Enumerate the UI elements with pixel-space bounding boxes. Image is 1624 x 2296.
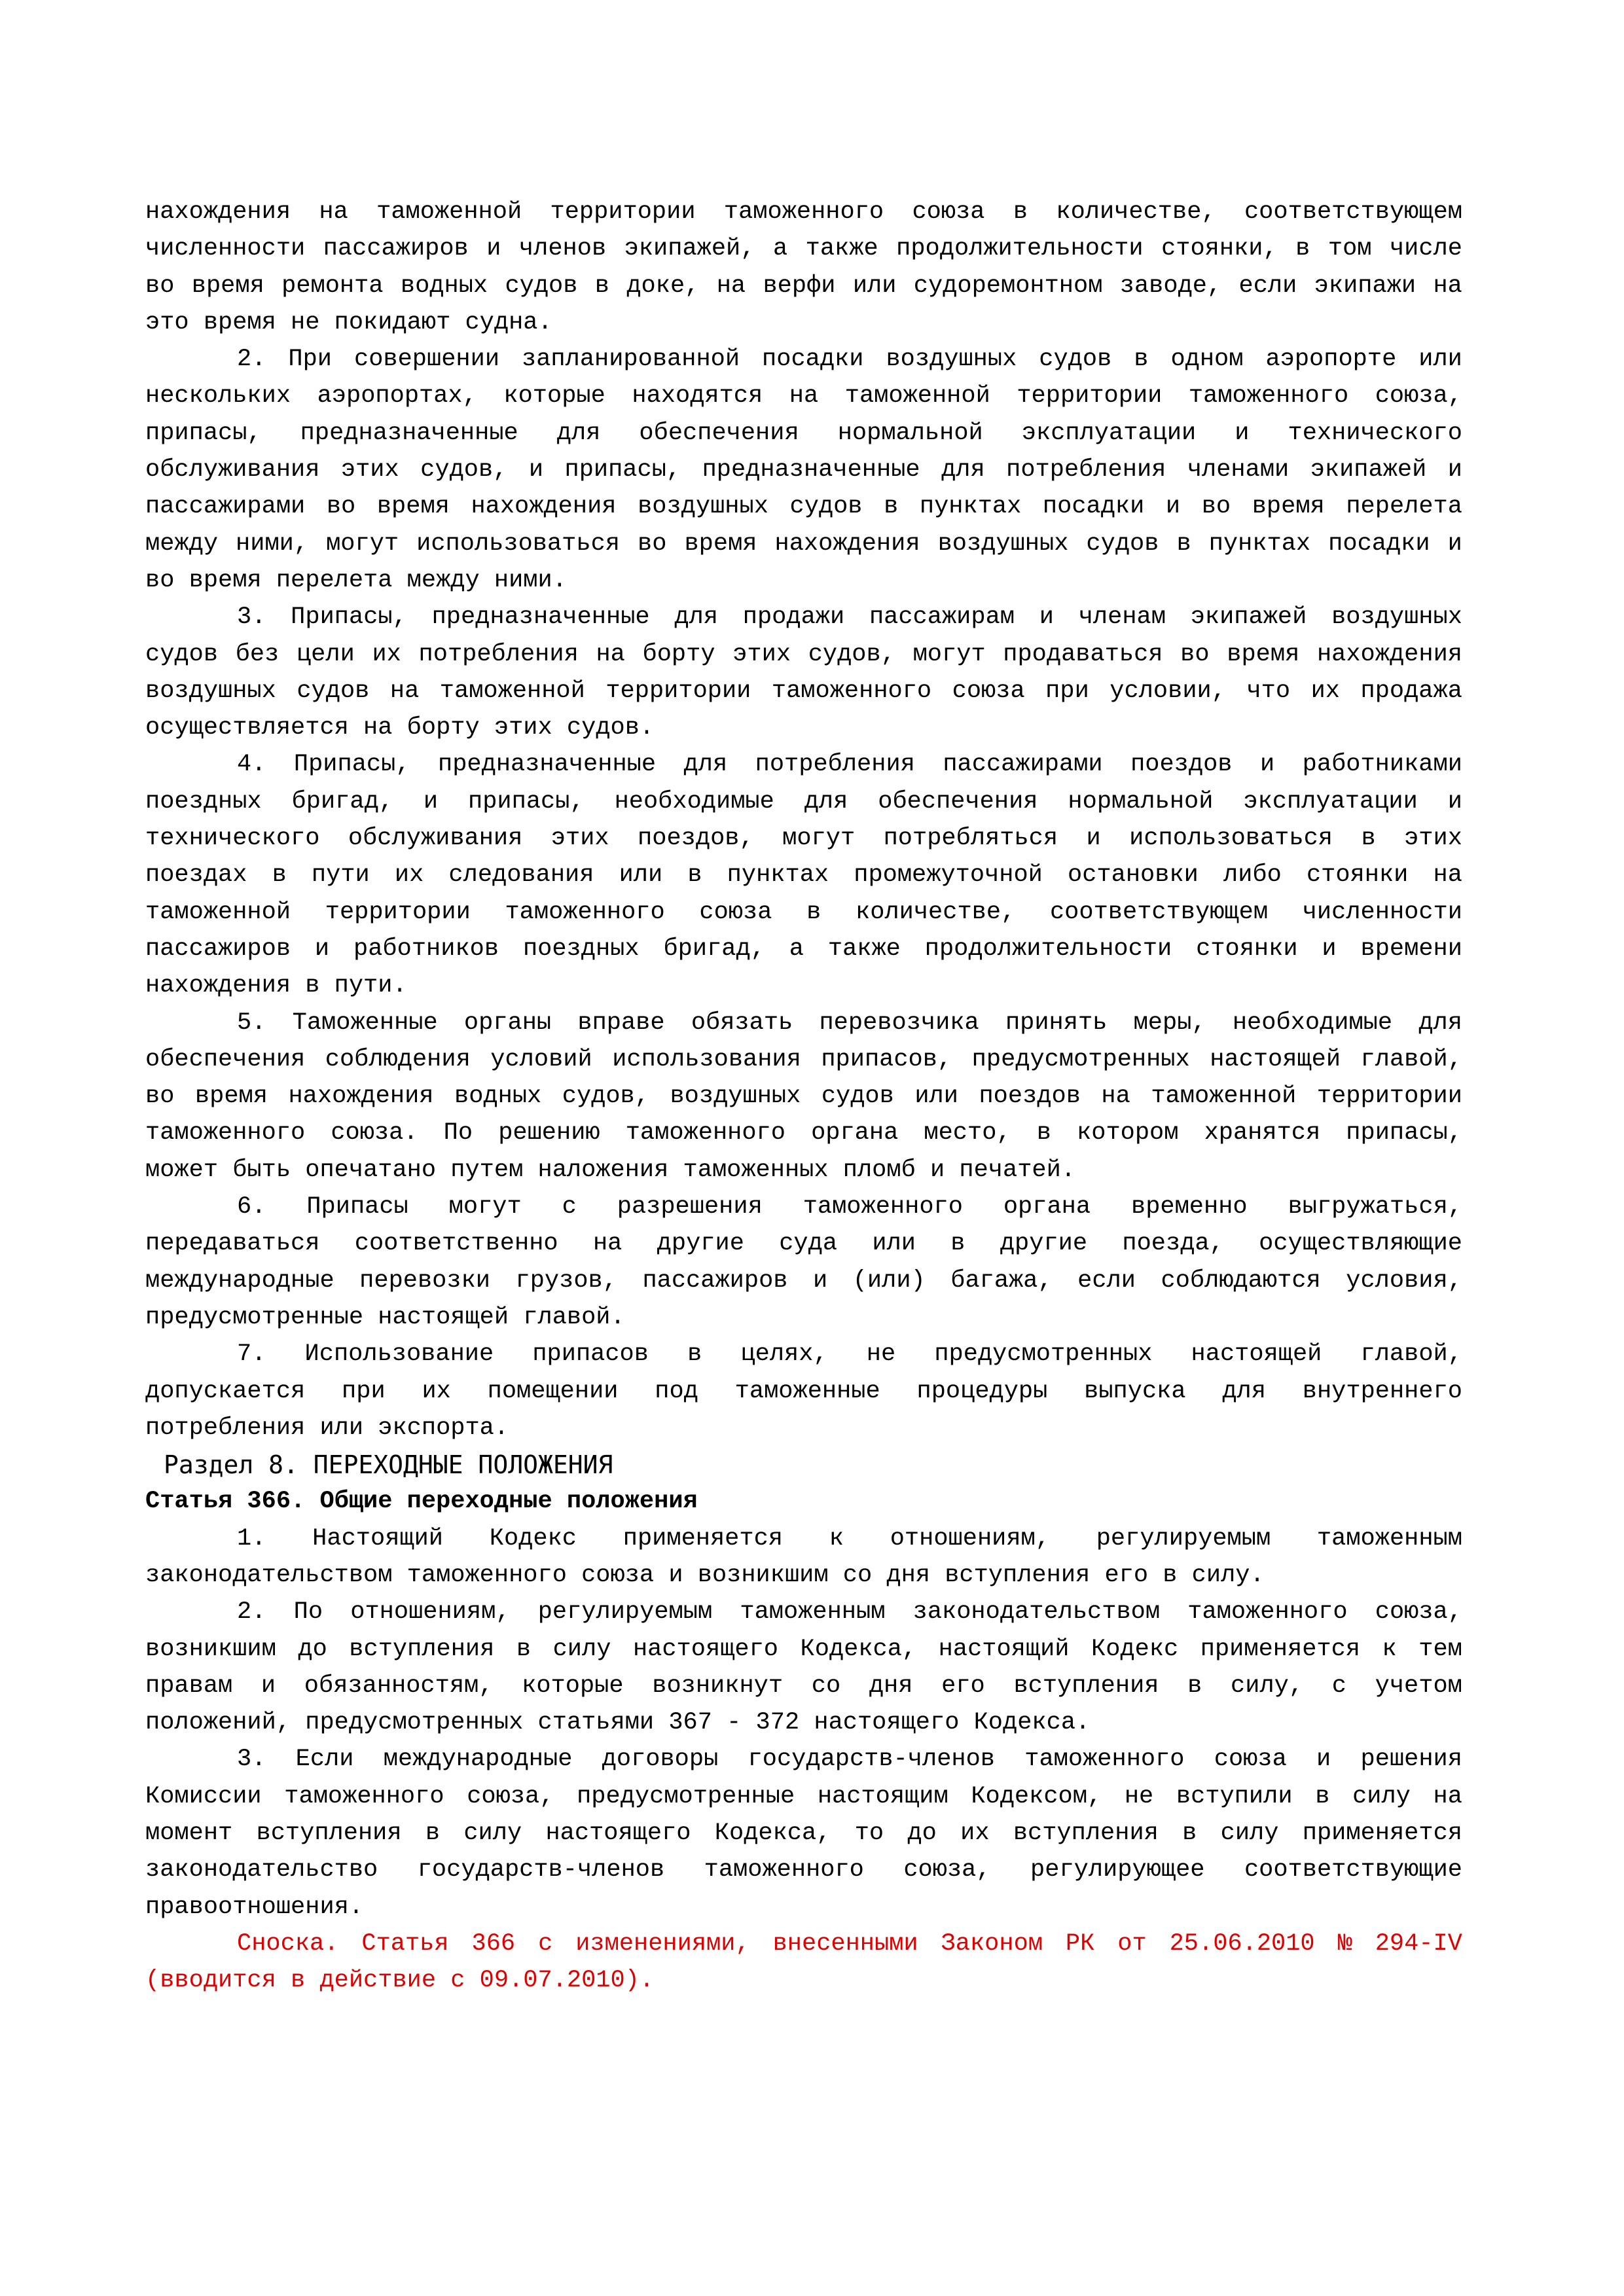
- footnote: [145, 1926, 1462, 2000]
- text-line: 2. По отношениям, регулируемым таможенным законодательством таможенного союза,: [237, 1598, 1462, 1626]
- text-line: таможенного союза. По решению таможенного органа место, в котором хранятся припасы,: [145, 1119, 1462, 1147]
- text-line: положений, предусмотренных статьями 367 - 372 настоящего Кодекса.: [145, 1709, 1091, 1737]
- text-line: Комиссии таможенного союза, предусмотренные настоящим Кодексом, не вступили в силу на: [145, 1782, 1462, 1810]
- text-line: передаваться соответственно на другие суда или в другие поезда, осуществляющие: [145, 1230, 1462, 1258]
- paragraph: [145, 746, 1462, 1004]
- text-line: поездах в пути их следования или в пунктах промежуточной остановки либо стоянки на: [145, 861, 1462, 889]
- text-line: правоотношения.: [145, 1893, 364, 1921]
- text-line: во время нахождения водных судов, воздушных судов или поездов на таможенной территории: [145, 1083, 1462, 1111]
- text-line: численности пассажиров и членов экипажей, а также продолжительности стоянки, в том числе: [145, 235, 1462, 263]
- text-line: правам и обязанностям, которые возникнут со дня его вступления в силу, с учетом: [145, 1672, 1462, 1700]
- text-line: (вводится в действие с 09.07.2010).: [145, 1967, 655, 1995]
- paragraph: [145, 599, 1462, 746]
- text-line: пассажирами во время нахождения воздушных судов в пунктах посадки и во время перелета: [145, 493, 1462, 521]
- text-line: 4. Припасы, предназначенные для потребления пассажирами поездов и работниками: [237, 751, 1462, 779]
- text-line: припасы, предназначенные для обеспечения нормальной эксплуатации и технического: [145, 419, 1462, 447]
- text-line: 2. При совершении запланированной посадки воздушных судов в одном аэропорте или: [237, 346, 1462, 374]
- section-heading: Раздел 8. ПЕРЕХОДНЫЕ ПОЛОЖЕНИЯ: [164, 1450, 613, 1480]
- paragraph: [145, 194, 1462, 341]
- text-line: допускается при их помещении под таможенные процедуры выпуска для внутреннего: [145, 1377, 1462, 1405]
- text-line: 3. Припасы, предназначенные для продажи пассажирам и членам экипажей воздушных: [237, 603, 1462, 632]
- document-page: [145, 194, 1462, 2000]
- text-line: между ними, могут использоваться во время нахождения воздушных судов в пунктах посадки и: [145, 529, 1462, 558]
- text-line: пассажиров и работников поездных бригад, а также продолжительности стоянки и времени: [145, 935, 1462, 963]
- paragraph: [145, 1520, 1462, 1594]
- text-line: момент вступления в силу настоящего Кодекса, то до их вступления в силу применяется: [145, 1820, 1462, 1848]
- text-line: 6. Припасы могут с разрешения таможенного органа временно выгружаться,: [237, 1193, 1462, 1221]
- text-line: 7. Использование припасов в целях, не предусмотренных настоящей главой,: [237, 1340, 1462, 1369]
- text-line: судов без цели их потребления на борту этих судов, могут продаваться во время нахождения: [145, 640, 1462, 668]
- text-line: технического обслуживания этих поездов, могут потребляться и использоваться в этих: [145, 825, 1462, 853]
- text-line: нескольких аэропортах, которые находятся на таможенной территории таможенного союза,: [145, 382, 1462, 410]
- paragraph: [145, 1189, 1462, 1336]
- article-heading: Статья 366. Общие переходные положения: [145, 1488, 698, 1516]
- paragraph: [145, 1336, 1462, 1446]
- text-line: международные перевозки грузов, пассажиров и (или) багажа, если соблюдаются условия,: [145, 1266, 1462, 1295]
- paragraph: [145, 1005, 1462, 1189]
- text-line: это время не покидают судна.: [145, 308, 552, 336]
- text-line: может быть опечатано путем наложения таможенных пломб и печатей.: [145, 1156, 1076, 1184]
- text-line: таможенной территории таможенного союза в количестве, соответствующем численности: [145, 898, 1462, 926]
- paragraph: [145, 341, 1462, 599]
- paragraph: [145, 1741, 1462, 1925]
- paragraph: [145, 1594, 1462, 1741]
- text-line: обслуживания этих судов, и припасы, предназначенные для потребления членами экипажей и: [145, 456, 1462, 484]
- text-line: 5. Таможенные органы вправе обязать перевозчика принять меры, необходимые для: [237, 1009, 1462, 1037]
- text-line: 3. Если международные договоры государств-членов таможенного союза и решения: [237, 1746, 1462, 1774]
- text-line: воздушных судов на таможенной территории таможенного союза при условии, что их продажа: [145, 677, 1462, 705]
- text-line: обеспечения соблюдения условий использования припасов, предусмотренных настоящей главой,: [145, 1045, 1462, 1073]
- text-line: поездных бригад, и припасы, необходимые для обеспечения нормальной эксплуатации и: [145, 787, 1462, 816]
- text-line: законодательство государств-членов таможенного союза, регулирующее соответствующие: [145, 1856, 1462, 1884]
- text-line: осуществляется на борту этих судов.: [145, 714, 655, 742]
- text-line: законодательством таможенного союза и возникшим со дня вступления его в силу.: [145, 1561, 1265, 1589]
- text-line: во время ремонта водных судов в доке, на верфи или судоремонтном заводе, если экипажи на: [145, 272, 1462, 300]
- text-line: предусмотренные настоящей главой.: [145, 1303, 625, 1331]
- text-line: возникшим до вступления в силу настоящего Кодекса, настоящий Кодекс применяется к тем: [145, 1635, 1462, 1663]
- text-line: потребления или экспорта.: [145, 1414, 509, 1442]
- text-line: 1. Настоящий Кодекс применяется к отношениям, регулируемым таможенным: [237, 1524, 1462, 1552]
- text-line: во время перелета между ними.: [145, 566, 567, 594]
- text-line: Сноска. Статья 366 с изменениями, внесенными Законом РК от 25.06.2010 № 294-IV: [237, 1929, 1462, 1958]
- text-line: нахождения на таможенной территории таможенного союза в количестве, соответствующем: [145, 198, 1462, 226]
- text-line: нахождения в пути.: [145, 972, 407, 1000]
